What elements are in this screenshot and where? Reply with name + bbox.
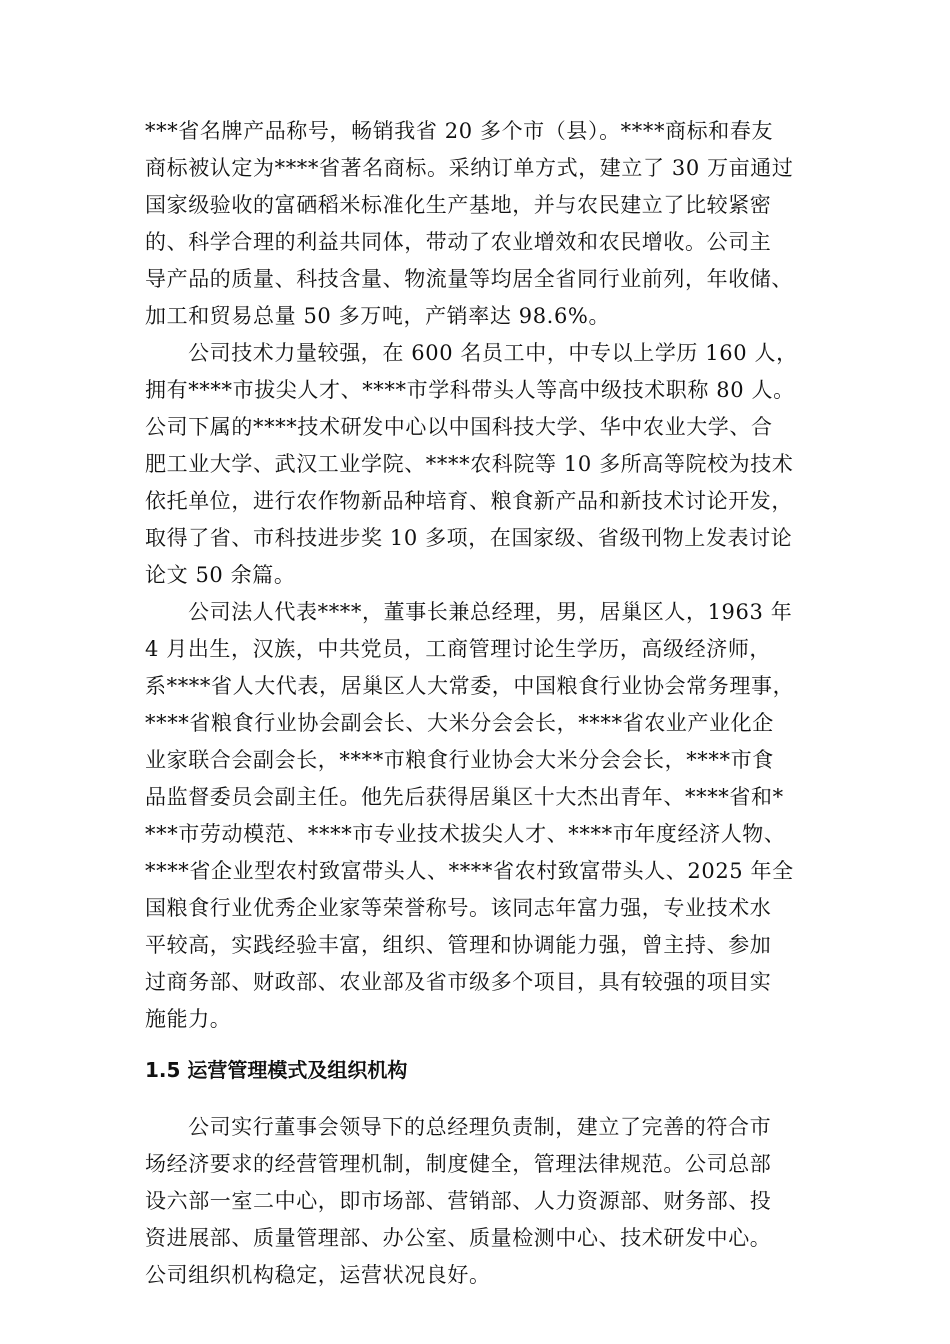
text-line: 公司组织机构稳定，运营状况良好。: [145, 1263, 491, 1287]
text-line: 设六部一室二中心，即市场部、营销部、人力资源部、财务部、投: [145, 1189, 772, 1213]
text-line: 导产品的质量、科技含量、物流量等均居全省同行业前列，年收储、: [145, 267, 793, 291]
text-line: 系****省人大代表，居巢区人大常委，中国粮食行业协会常务理事，: [145, 674, 795, 698]
text-line: 依托单位，进行农作物新品种培育、粮食新产品和新技术讨论开发，: [145, 489, 793, 513]
text-line: 公司实行董事会领导下的总经理负责制，建立了完善的符合市: [188, 1115, 772, 1139]
text-line: 公司技术力量较强，在 600 名员工中，中专以上学历 160 人，: [188, 341, 798, 365]
text-line: 论文 50 余篇。: [145, 563, 296, 587]
text-line: 取得了省、市科技进步奖 10 多项，在国家级、省级刊物上发表讨论: [145, 526, 793, 550]
text-line: 商标被认定为****省著名商标。采纳订单方式，建立了 30 万亩通过: [145, 156, 794, 180]
text-line: 过商务部、财政部、农业部及省市级多个项目，具有较强的项目实: [145, 970, 772, 994]
text-line: 4 月出生，汉族，中共党员，工商管理讨论生学历，高级经济师，: [145, 637, 772, 661]
text-line: ****省企业型农村致富带头人、****省农村致富带头人、2025 年全: [145, 859, 794, 883]
text-line: 公司下属的****技术研发中心以中国科技大学、华中农业大学、合: [145, 415, 773, 439]
text-line: 品监督委员会副主任。他先后获得居巢区十大杰出青年、****省和*: [145, 785, 784, 809]
text-line: 的、科学合理的利益共同体，带动了农业增效和农民增收。公司主: [145, 230, 772, 254]
text-line: 肥工业大学、武汉工业学院、****农科院等 10 多所高等院校为技术: [145, 452, 794, 476]
text-line: 施能力。: [145, 1007, 232, 1031]
text-line: ***市劳动模范、****市专业技术拔尖人才、****市年度经济人物、: [145, 822, 786, 846]
text-line: ****省粮食行业协会副会长、大米分会会长，****省农业产业化企: [145, 711, 774, 735]
text-line: 拥有****市拔尖人才、****市学科带头人等高中级技术职称 80 人。: [145, 378, 795, 402]
text-line: 业家联合会副会长，****市粮食行业协会大米分会会长，****市食: [145, 748, 774, 772]
section-heading: 1.5 运营管理模式及组织机构: [145, 1058, 408, 1082]
text-line: 资进展部、质量管理部、办公室、质量检测中心、技术研发中心。: [145, 1226, 772, 1250]
text-line: 场经济要求的经营管理机制，制度健全，管理法律规范。公司总部: [145, 1152, 772, 1176]
text-line: 公司法人代表****，董事长兼总经理，男，居巢区人，1963 年: [188, 600, 793, 624]
text-line: 加工和贸易总量 50 多万吨，产销率达 98.6%。: [145, 304, 611, 328]
text-line: 国粮食行业优秀企业家等荣誉称号。该同志年富力强，专业技术水: [145, 896, 772, 920]
text-line: 国家级验收的富硒稻米标准化生产基地，并与农民建立了比较紧密: [145, 193, 772, 217]
text-line: 平较高，实践经验丰富，组织、管理和协调能力强，曾主持、参加: [145, 933, 772, 957]
text-line: ***省名牌产品称号，畅销我省 20 多个市（县）。****商标和春友: [145, 119, 774, 143]
